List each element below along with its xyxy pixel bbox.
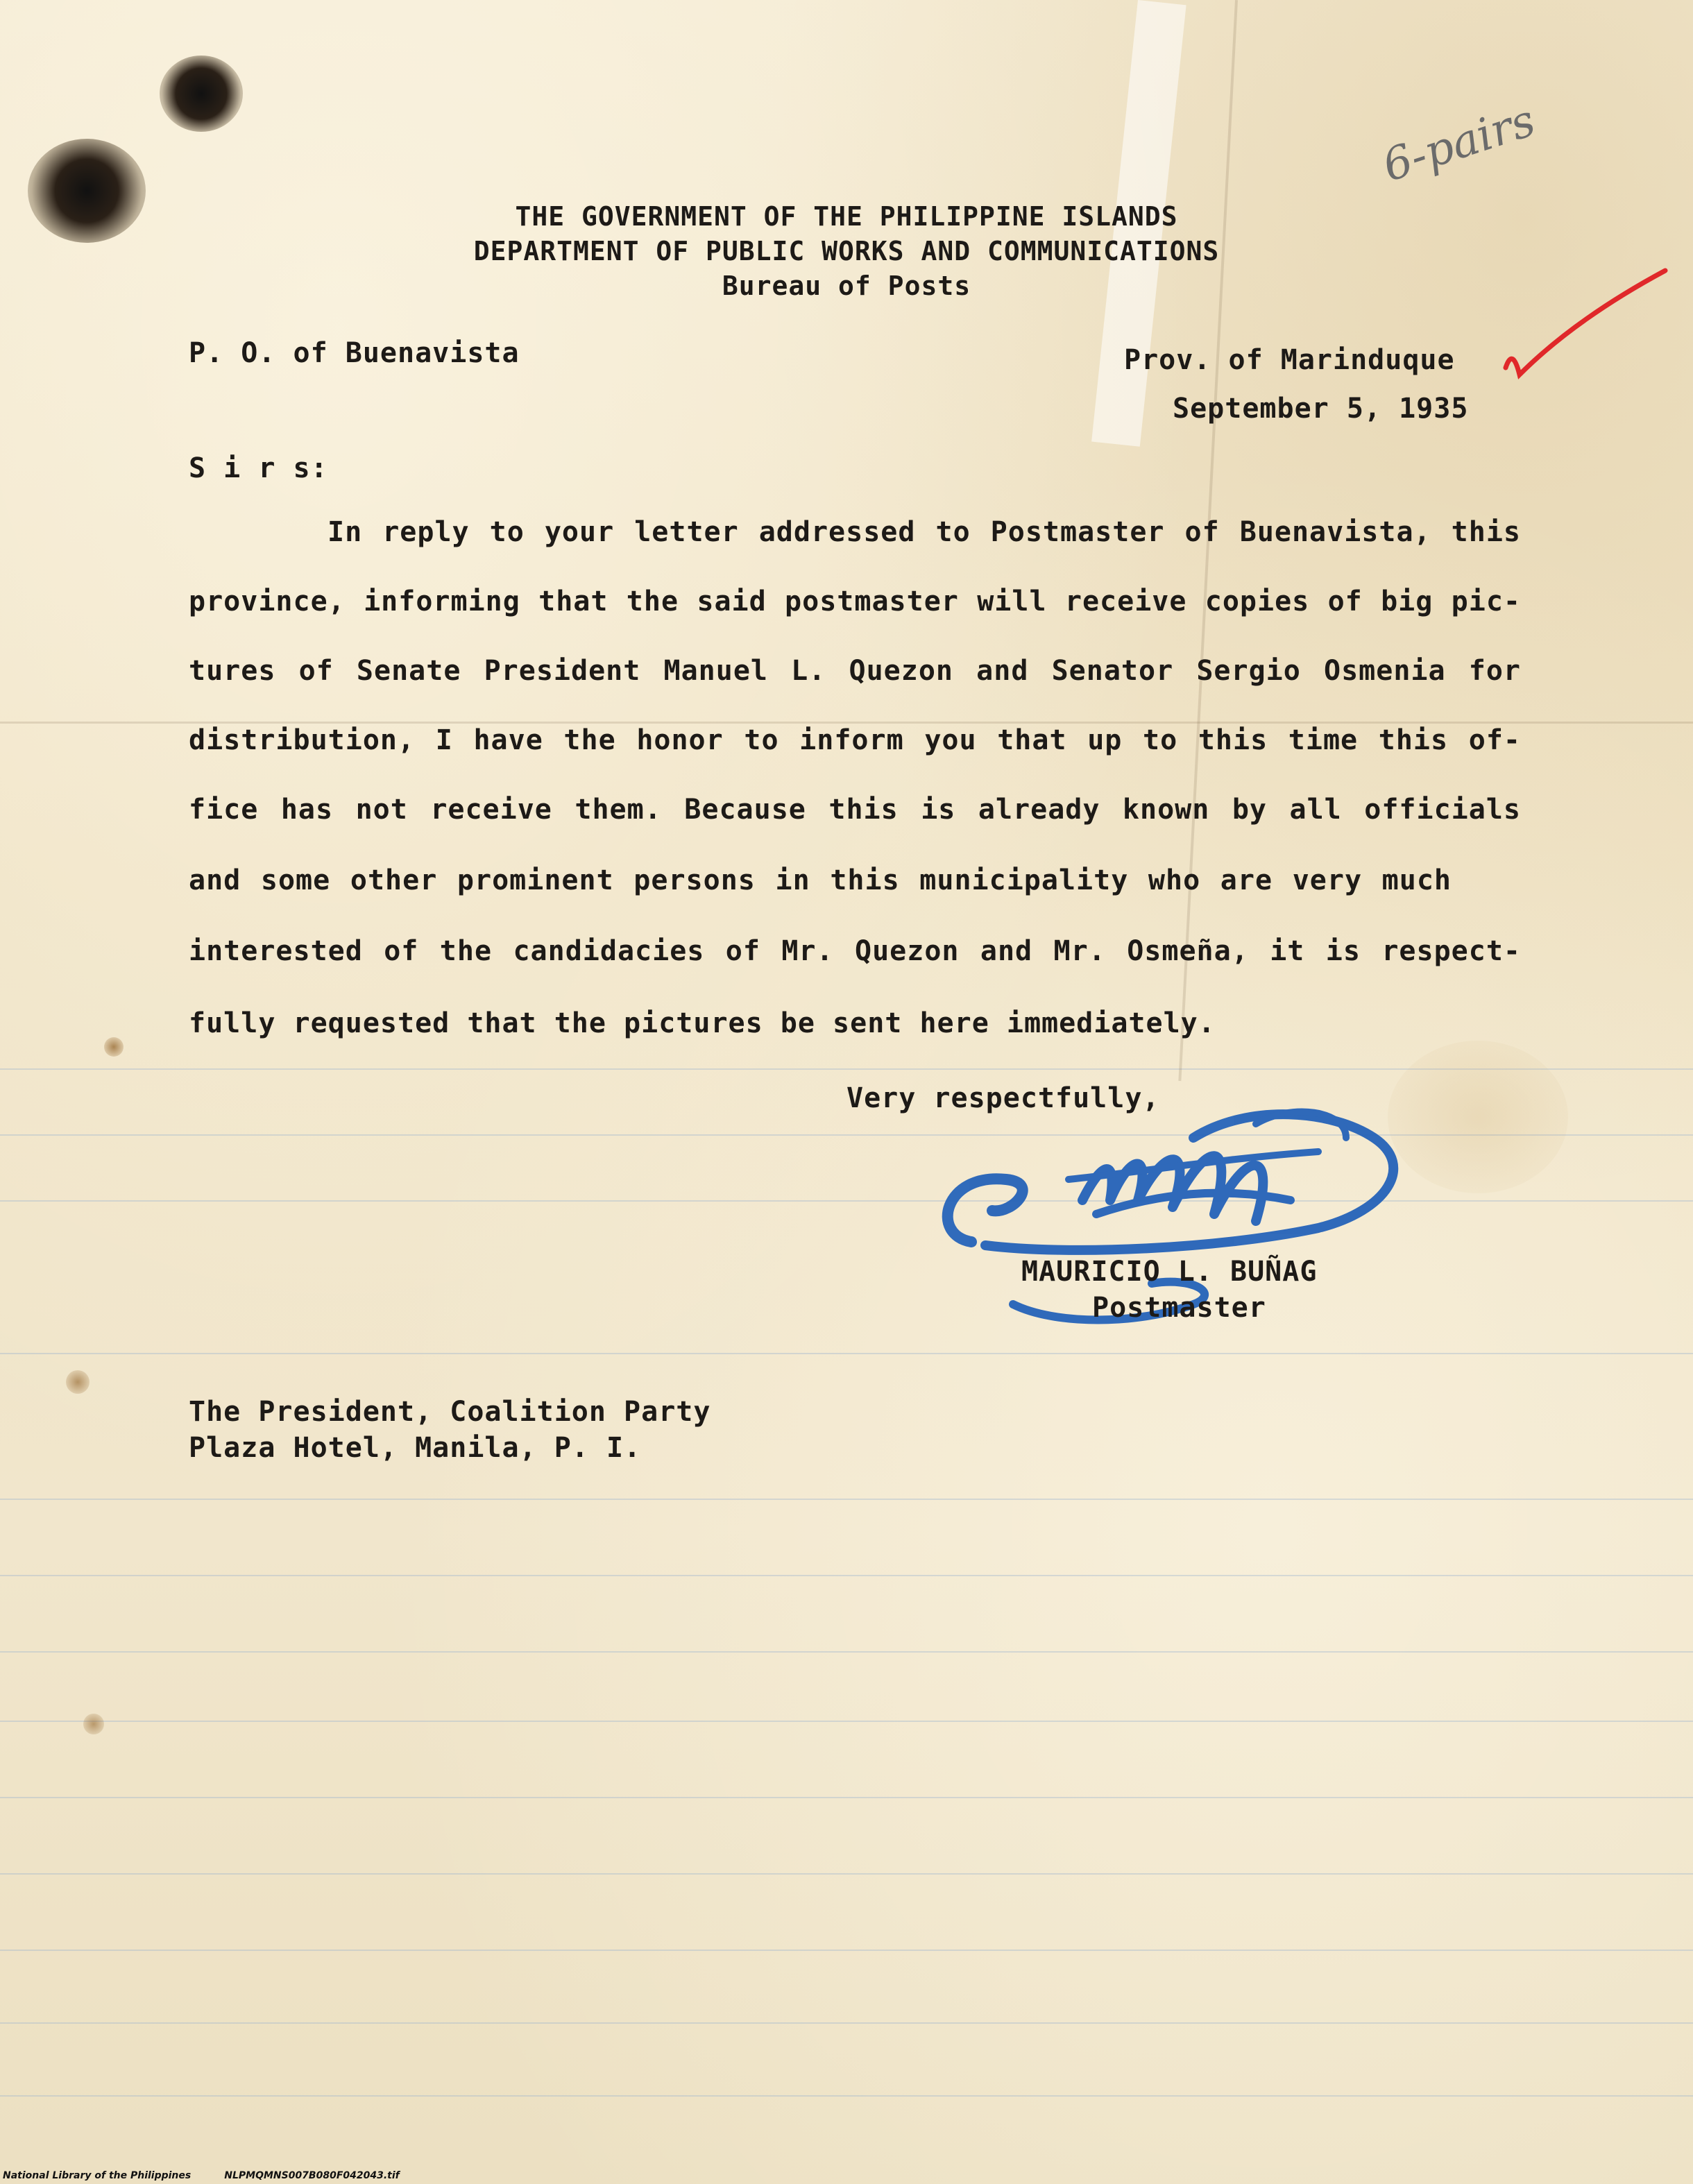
signatory-title: Postmaster [1092, 1292, 1266, 1324]
province: Prov. of Marinduque [1124, 344, 1455, 376]
letterhead-government: THE GOVERNMENT OF THE PHILIPPINE ISLANDS [515, 201, 1178, 232]
body-line: distribution, I have the honor to inform you that up to this time this of- [189, 724, 1521, 756]
body-line: fully requested that the pictures be sent here immediately. [189, 1007, 1216, 1039]
post-office: P. O. of Buenavista [189, 337, 520, 369]
body-line: interested of the candidacies of Mr. Quezon and Mr. Osmeña, it is respect- [189, 935, 1521, 967]
burn-stain [160, 56, 243, 132]
age-spot [104, 1037, 124, 1057]
letterhead-department: DEPARTMENT OF PUBLIC WORKS AND COMMUNICATIONS [473, 236, 1220, 266]
age-spot [66, 1370, 90, 1394]
letterhead-bureau: Bureau of Posts [722, 271, 971, 301]
body-line: fice has not receive them. Because this is already known by all officials [189, 794, 1521, 826]
fold-crease [0, 722, 1693, 724]
scan-footer [3, 2170, 433, 2181]
recipient-line2: Plaza Hotel, Manila, P. I. [189, 1432, 642, 1464]
body-line: and some other prominent persons in this municipality who are very much [189, 864, 1452, 896]
age-spot [83, 1714, 104, 1734]
recipient-line1: The President, Coalition Party [189, 1396, 711, 1428]
letter-date: September 5, 1935 [1173, 393, 1469, 425]
footer-institution: National Library of the Philippines [3, 2170, 192, 2181]
pencil-annotation: 6-pairs [1377, 94, 1542, 193]
signatory-name: MAURICIO L. BUÑAG [1021, 1256, 1318, 1288]
body-line: In reply to your letter addressed to Postmaster of Buenavista, this [327, 516, 1521, 548]
complimentary-close: Very respectfully, [846, 1082, 1160, 1114]
body-line: province, informing that the said postmaster will receive copies of big pic- [189, 586, 1521, 617]
salutation: S i r s: [189, 452, 328, 484]
body-line: tures of Senate President Manuel L. Quezon and Senator Sergio Osmenia for [189, 655, 1521, 687]
footer-filename: NLPMQMNS007B080F042043.tif [224, 2170, 400, 2181]
